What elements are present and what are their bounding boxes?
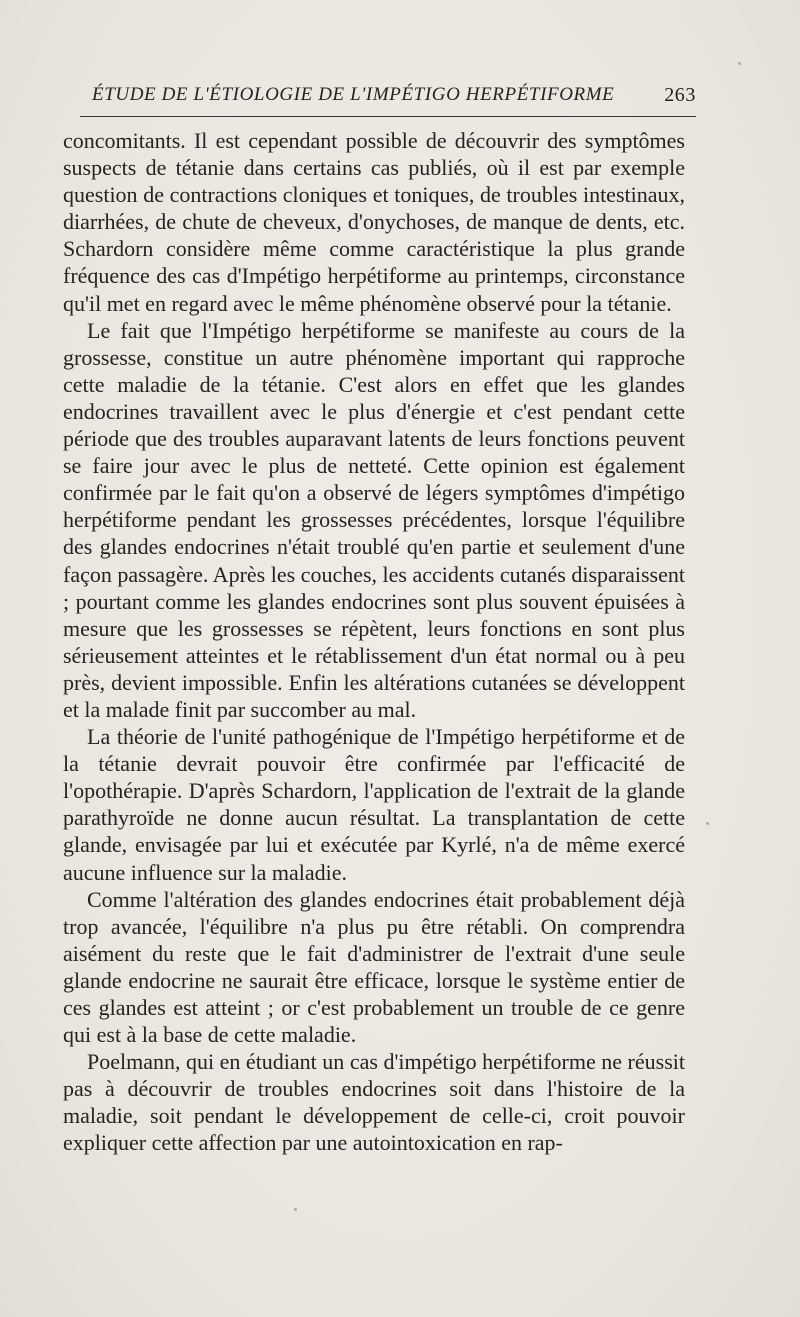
paragraph-3: La théorie de l'unité pathogénique de l'Impétigo herpétiforme et de la tétanie devrait pouvoir être confirmée par l'efficacité de l'opothérapie. D'après Schardorn, l'application de l'extrait de la glande parathyroïde ne donne aucun résultat. La transplantation de cette glande, envisagée par lui et exécutée par Kyrlé, n'a de même exercé aucune influence sur la maladie.	[63, 724, 685, 885]
running-head	[64, 82, 696, 112]
running-title: ÉTUDE DE L'ÉTIOLOGIE DE L'IMPÉTIGO HERPÉTIFORME	[92, 84, 615, 105]
paragraph-5: Poelmann, qui en étudiant un cas d'impétigo herpétiforme ne réussit pas à découvrir de troubles endocrines soit dans l'histoire de la maladie, soit pendant le développement de celle-ci, croit pouvoir expliquer cette affection par une autointoxication en rap-	[63, 1049, 685, 1156]
body-text	[63, 127, 685, 1157]
paragraph-4: Comme l'altération des glandes endocrines était probablement déjà trop avancée, l'équilibre n'a plus pu être rétabli. On comprendra aisément du reste que le fait d'administrer de l'extrait d'une seule glande endocrine ne saurait être efficace, lorsque le système entier de ces glandes est atteint ; or c'est probablement un trouble de ce genre qui est à la base de cette maladie.	[63, 886, 685, 1048]
header-rule	[80, 116, 696, 117]
page-number: 263	[664, 84, 696, 106]
paper-speck	[294, 1208, 297, 1211]
paragraph-2: Le fait que l'Impétigo herpétiforme se manifeste au cours de la grossesse, constitue un autre phénomène important qui rapproche cette maladie de la tétanie. C'est alors en effet que les glandes endocrines travaillent avec le plus d'énergie et c'est pendant cette période que des troubles auparavant latents de leurs fonctions peuvent se faire jour avec le plus de netteté. Cette opinion est également confirmée par le fait qu'on a observé de légers symptômes d'impétigo herpétiforme pendant les grossesses précédentes, lorsque l'équilibre des glandes endocrines n'était troublé qu'en partie et seulement d'une façon passagère. Après les couches, les accidents cutanés disparaissent ; pourtant comme les glandes endocrines sont plus souvent épuisées à mesure que les grossesses se répètent, leurs fonctions en sont plus sérieusement atteintes et le rétablissement d'un état normal ou à peu près, devient impossible. Enfin les altérations cutanées se développent et la malade finit par succomber au mal.	[63, 317, 685, 722]
paragraph-1: concomitants. Il est cependant possible de découvrir des symptômes suspects de tétanie dans certains cas publiés, où il est par exemple question de contractions cloniques et toniques, de troubles intestinaux, diarrhées, de chute de cheveux, d'onychoses, de manque de dents, etc. Schardorn considère même comme caractéristique la plus grande fréquence des cas d'Impétigo herpétiforme au printemps, circonstance qu'il met en regard avec le même phénomène observé pour la tétanie.	[63, 128, 685, 316]
paper-speck	[706, 822, 709, 825]
paper-speck	[738, 62, 741, 65]
